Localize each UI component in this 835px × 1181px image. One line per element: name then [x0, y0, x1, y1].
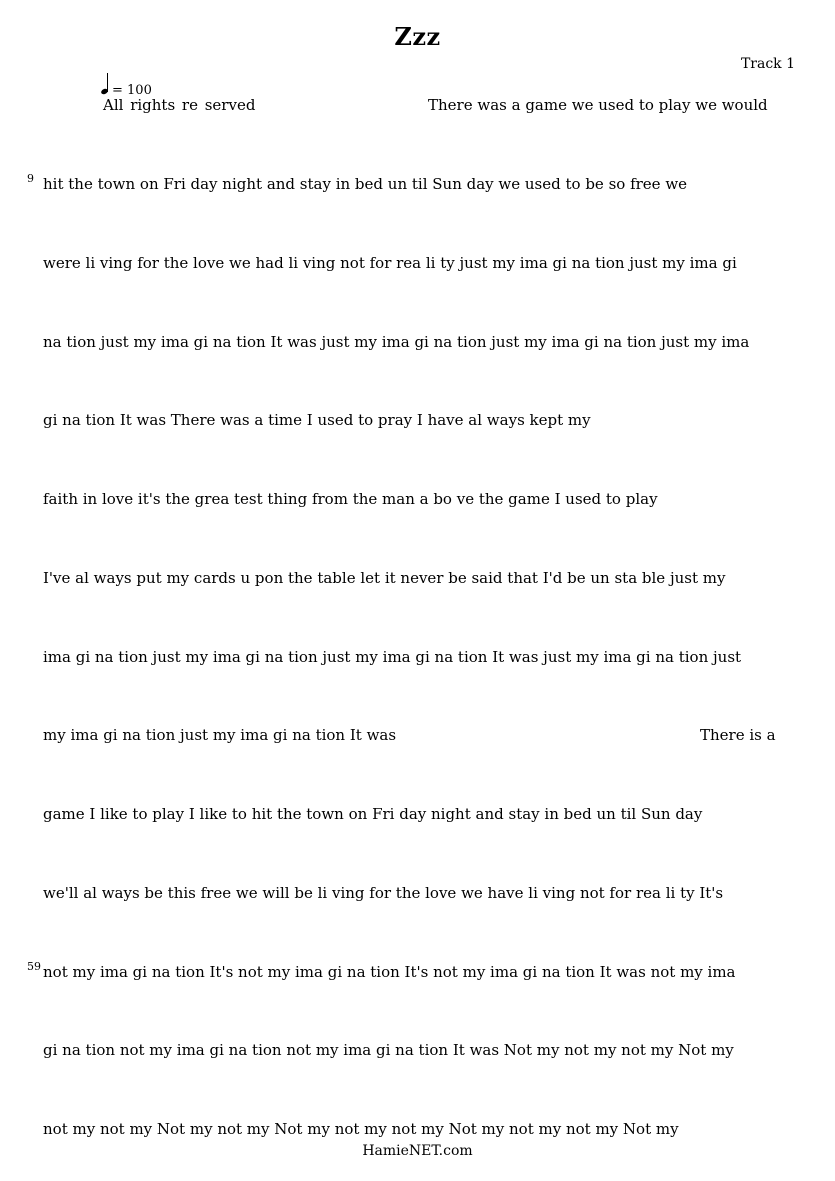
measure-number: 59 — [27, 960, 41, 973]
lyric-line: na tion just my ima gi na tion It was just my ima gi na tion just my ima gi na tion just my ima — [43, 333, 750, 351]
copyright-notice: All rights re served — [103, 96, 256, 114]
lyric-line: gi na tion not my ima gi na tion not my ima gi na tion It was Not my not my not my Not my — [43, 1041, 734, 1059]
lyric-line: gi na tion It was There was a time I used to pray I have al ways kept my — [43, 411, 591, 429]
lyric-line: not my ima gi na tion It's not my ima gi na tion It's not my ima gi na tion It was not my ima — [43, 963, 736, 981]
lyric-line: I've al ways put my cards u pon the table let it never be said that I'd be un sta ble just my — [43, 569, 726, 587]
lyric-line: my ima gi na tion just my ima gi na tion It was — [43, 726, 397, 744]
quarter-note-icon — [101, 73, 111, 97]
lyric-line: we'll al ways be this free we will be li ving for the love we have li ving not for rea li ty It's — [43, 884, 724, 902]
song-title: Zzz — [394, 22, 441, 51]
lyric-line: There is a — [700, 726, 776, 744]
measure-number: 9 — [27, 172, 34, 185]
track-label: Track 1 — [740, 56, 795, 72]
lyric-line: ima gi na tion just my ima gi na tion just my ima gi na tion It was just my ima gi na tion just — [43, 648, 742, 666]
lyric-line: game I like to play I like to hit the town on Fri day night and stay in bed un til Sun day — [43, 805, 703, 823]
lyric-line: There was a game we used to play we would — [428, 96, 768, 114]
lyric-line: not my not my Not my not my Not my not my not my Not my not my not my Not my — [43, 1120, 679, 1138]
lyric-line: hit the town on Fri day night and stay in bed un til Sun day we used to be so free we — [43, 175, 688, 193]
site-footer: HamieNET.com — [362, 1143, 473, 1159]
lyric-line: faith in love it's the grea test thing from the man a bo ve the game I used to play — [43, 490, 658, 508]
lyric-line: were li ving for the love we had li ving not for rea li ty just my ima gi na tion just my ima gi — [43, 254, 737, 272]
tempo-value: = 100 — [112, 83, 152, 98]
tempo-marking — [101, 73, 152, 97]
